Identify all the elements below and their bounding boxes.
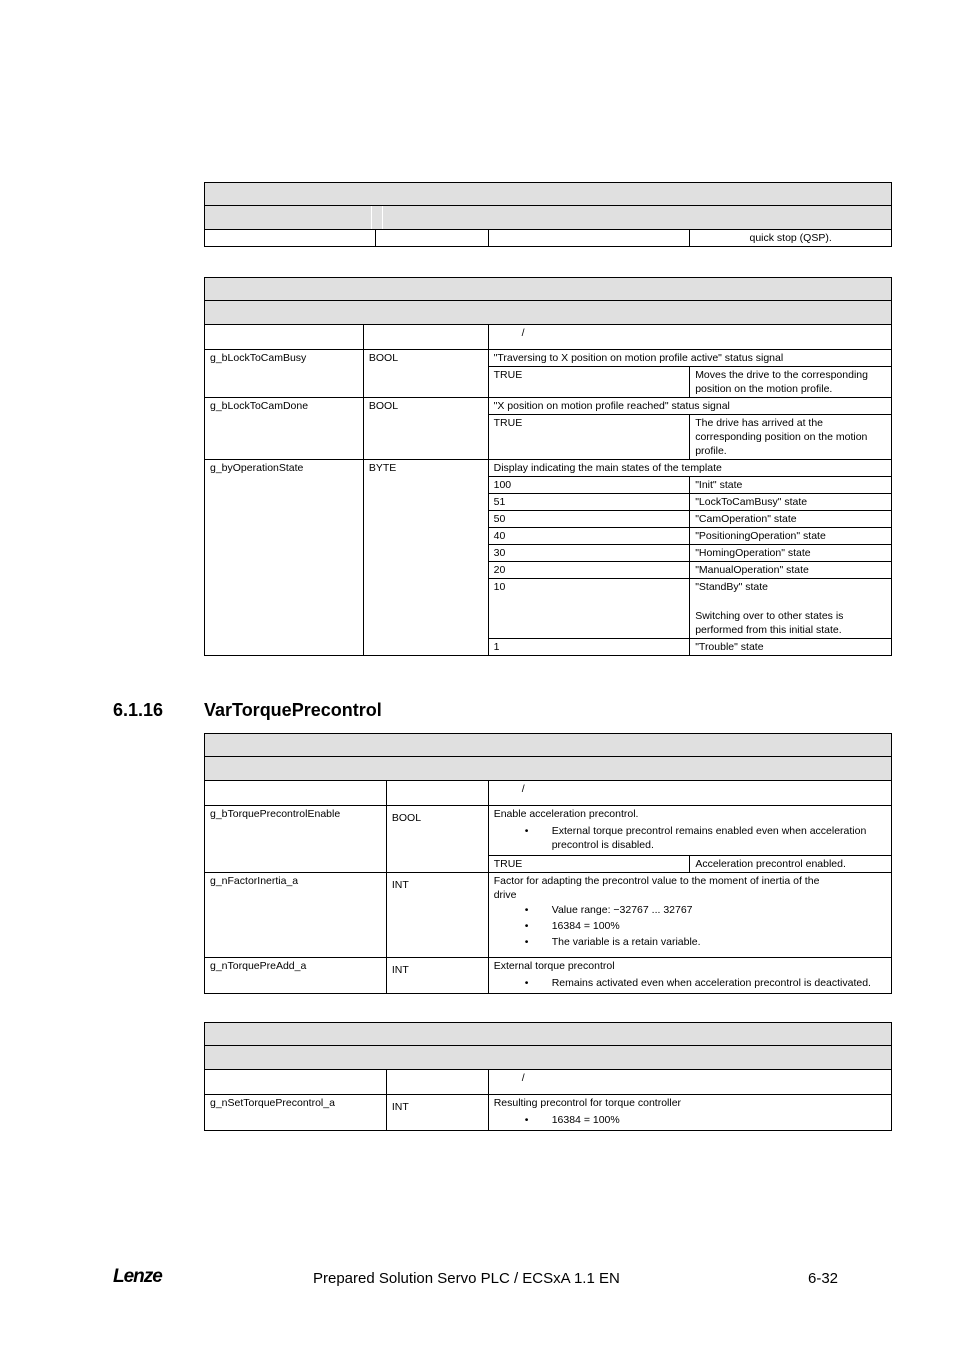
variable-name: g_byOperationState — [205, 460, 364, 656]
lenze-logo: Lenze — [113, 1266, 162, 1287]
column-header-row — [205, 781, 892, 806]
column-header-slash: / — [488, 781, 891, 806]
value-meaning: "Trouble" state — [690, 639, 892, 656]
variable-description: "X position on motion profile reached" status signal — [488, 398, 891, 415]
description-text: Enable acceleration precontrol. — [493, 808, 639, 820]
value-meaning — [690, 579, 892, 639]
table-row — [205, 806, 892, 856]
data-type: BOOL — [363, 350, 488, 398]
value: 51 — [488, 494, 690, 511]
table-subheader-row — [205, 1046, 892, 1070]
bullet-list — [494, 1113, 886, 1127]
column-header-row — [205, 1070, 892, 1095]
column-header-slash: / — [488, 325, 891, 350]
page-number: 6-32 — [808, 1270, 839, 1287]
value: 1 — [488, 639, 690, 656]
description-text-cont: drive — [493, 889, 517, 901]
table-top — [204, 182, 892, 247]
bullet-item: • The variable is a retain variable. — [552, 935, 886, 949]
table-row — [205, 460, 892, 477]
variable-name: g_nFactorInertia_a — [205, 873, 387, 958]
column-header-slash: / — [488, 1070, 891, 1095]
variable-description — [488, 806, 891, 856]
variable-name: g_bLockToCamBusy — [205, 350, 364, 398]
description-text: Factor for adapting the precontrol value to the moment of inertia of the — [493, 875, 820, 887]
table-row — [205, 873, 892, 958]
table-header-row — [205, 734, 892, 757]
cell-text: quick stop (QSP). — [690, 230, 892, 247]
variable-name: g_bLockToCamDone — [205, 398, 364, 460]
bullet-item: • Remains activated even when acceleration precontrol is deactivated. — [552, 976, 886, 990]
bullet-item: • 16384 = 100% — [552, 1113, 886, 1127]
value: 20 — [488, 562, 690, 579]
column-header-row — [205, 325, 892, 350]
table-header-row — [205, 278, 892, 301]
bullet-list — [494, 976, 886, 990]
table-subheader-row — [205, 757, 892, 781]
data-type: INT — [386, 873, 488, 958]
variable-description — [488, 1095, 891, 1131]
variable-name: g_bTorquePrecontrolEnable — [205, 806, 387, 873]
section-number: 6.1.16 — [113, 700, 164, 720]
value-meaning-line: "StandBy" state — [695, 581, 769, 593]
table-header-row — [205, 183, 892, 206]
value-meaning: "PositioningOperation" state — [690, 528, 892, 545]
value-meaning: "CamOperation" state — [690, 511, 892, 528]
variable-name: g_nSetTorquePrecontrol_a — [205, 1095, 387, 1131]
value: 10 — [488, 579, 690, 639]
value-meaning: Moves the drive to the corresponding position on the motion profile. — [690, 367, 892, 398]
table-row — [205, 1095, 892, 1131]
footer-title: Prepared Solution Servo PLC / ECSxA 1.1 EN — [313, 1270, 620, 1287]
table-row — [205, 398, 892, 415]
table-outputs — [204, 277, 892, 656]
value-meaning: "LockToCamBusy" state — [690, 494, 892, 511]
bullet-item: • Value range: −32767 ... 32767 — [552, 903, 886, 917]
description-text: External torque precontrol — [493, 960, 615, 972]
table-row — [205, 958, 892, 994]
value-meaning: "ManualOperation" state — [690, 562, 892, 579]
variable-description: Display indicating the main states of the template — [488, 460, 891, 477]
value-meaning: "HomingOperation" state — [690, 545, 892, 562]
value: 40 — [488, 528, 690, 545]
value: 50 — [488, 511, 690, 528]
value-meaning: Acceleration precontrol enabled. — [690, 856, 892, 873]
bullet-list — [494, 903, 886, 949]
variable-description: "Traversing to X position on motion profile active" status signal — [488, 350, 891, 367]
data-type: INT — [386, 1095, 488, 1131]
variable-description — [488, 873, 891, 958]
table-subheader-row — [205, 301, 892, 325]
value-meaning-note: Switching over to other states is performed from this initial state. — [695, 610, 844, 636]
data-type: INT — [386, 958, 488, 994]
data-type: BOOL — [386, 806, 488, 873]
table-row — [205, 230, 892, 247]
bullet-list — [494, 824, 886, 852]
bullet-item: • 16384 = 100% — [552, 919, 886, 933]
bullet-item: • External torque precontrol remains enabled even when acceleration precontrol is disabled. — [552, 824, 886, 852]
table-row — [205, 350, 892, 367]
section-title: VarTorquePrecontrol — [204, 700, 382, 720]
value-meaning: "Init" state — [690, 477, 892, 494]
value: TRUE — [488, 856, 690, 873]
value: 100 — [488, 477, 690, 494]
variable-description — [488, 958, 891, 994]
table-result — [204, 1022, 892, 1131]
table-header-row — [205, 1023, 892, 1046]
variable-name: g_nTorquePreAdd_a — [205, 958, 387, 994]
data-type: BOOL — [363, 398, 488, 460]
value: 30 — [488, 545, 690, 562]
value: TRUE — [488, 367, 690, 398]
section-heading — [113, 700, 382, 721]
description-text: Resulting precontrol for torque controller — [493, 1097, 682, 1109]
data-type: BYTE — [363, 460, 488, 656]
table-subheader-row — [205, 206, 892, 230]
table-inputs — [204, 733, 892, 994]
value: TRUE — [488, 415, 690, 460]
value-meaning: The drive has arrived at the corresponding position on the motion profile. — [690, 415, 892, 460]
